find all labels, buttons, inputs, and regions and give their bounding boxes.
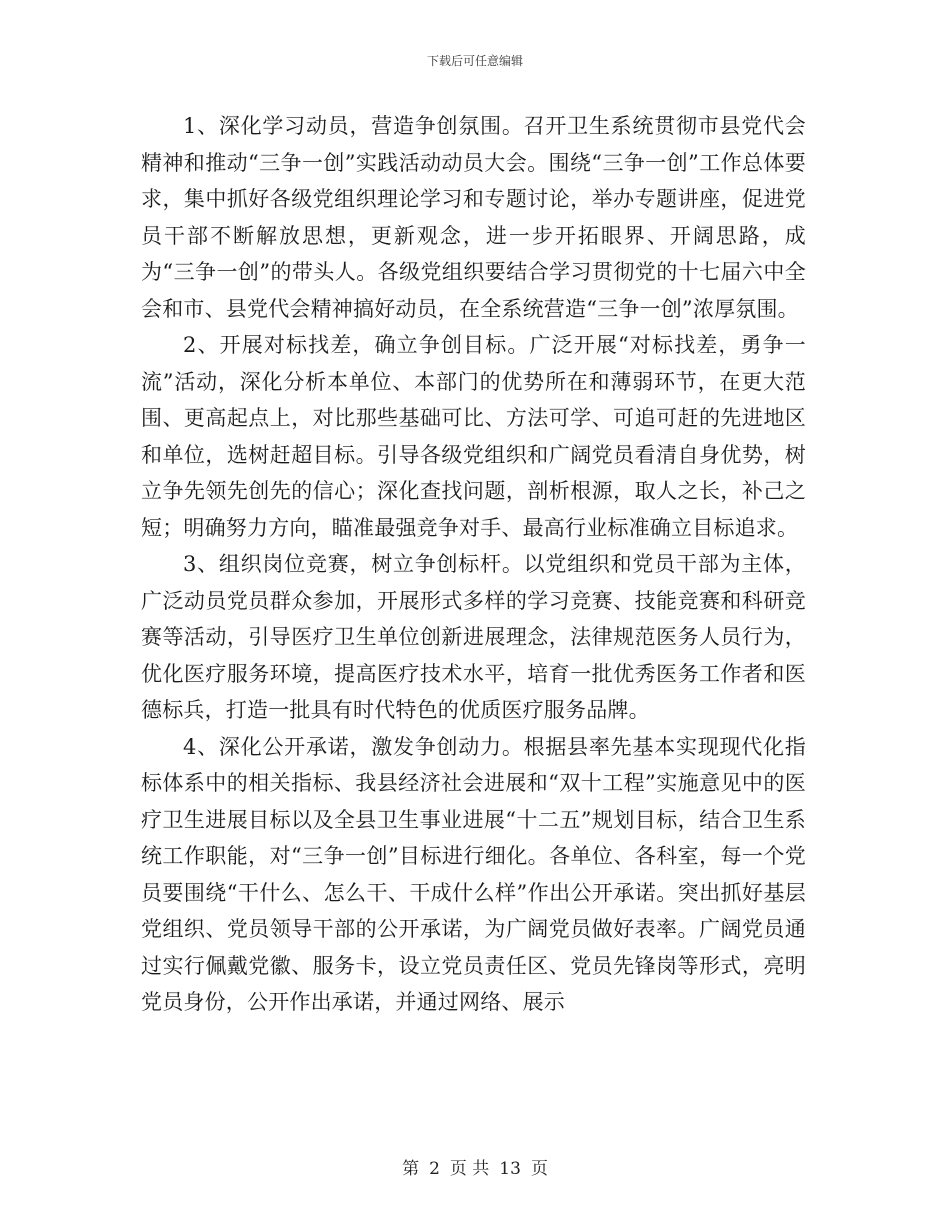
page-header-note: 下载后可任意编辑 (426, 54, 523, 68)
paragraph-1: 1、深化学习动员，营造争创氛围。召开卫生系统贯彻市县党代会精神和推动“三争一创”实践活动动员大会。围绕“三争一创”工作总体要求，集中抓好各级党组织理论学习和专题讨论，举办专题讲座，促进党员干部不断解放思想，更新观念，进一步开拓眼界、开阔思路，成为“三争一创”的带头人。各级党组织要结合学习贯彻党的十七届六中全会和市、县党代会精神搞好动员，在全系统营造“三争一创”浓厚氛围。 (141, 114, 806, 321)
document-body (141, 108, 806, 1021)
footer-suffix: 页 (530, 1159, 548, 1179)
paragraph-4: 4、深化公开承诺，激发争创动力。根据县率先基本实现现代化指标体系中的相关指标、我县经济社会进展和“双十工程”实施意见中的医疗卫生进展目标以及全县卫生事业进展“十二五”规划目标，结合卫生系统工作职能，对“三争一创”目标进行细化。各单位、各科室，每一个党员要围绕“干什么、怎么干、干成什么样”作出公开承诺。突出抓好基层党组织、党员领导干部的公开承诺，为广阔党员做好表率。广阔党员通过实行佩戴党徽、服务卡，设立党员责任区、党员先锋岗等形式，亮明党员身份，公开作出承诺，并通过网络、展示 (141, 734, 806, 1014)
page-footer (0, 1154, 950, 1179)
paragraph-2: 2、开展对标找差，确立争创目标。广泛开展“对标找差，勇争一流”活动，深化分析本单位、本部门的优势所在和薄弱环节，在更大范围、更高起点上，对比那些基础可比、方法可学、可追可赶的先进地区和单位，选树赶超目标。引导各级党组织和广阔党员看清自身优势，树立争先领先创先的信心；深化查找问题，剖析根源，取人之长，补己之短；明确努力方向，瞄准最强竞争对手、最高行业标准确立目标追求。 (141, 333, 806, 540)
total-page-count: 13 (499, 1159, 521, 1179)
current-page-number: 2 (429, 1159, 440, 1179)
paragraph-3: 3、组织岗位竞赛，树立争创标杆。以党组织和党员干部为主体，广泛动员党员群众参加，开展形式多样的学习竞赛、技能竞赛和科研竞赛等活动，引导医疗卫生单位创新进展理念，法律规范医务人员行为，优化医疗服务环境，提高医疗技术水平，培育一批优秀医务工作者和医德标兵，打造一批具有时代特色的优质医疗服务品牌。 (141, 552, 806, 722)
footer-prefix: 第 (402, 1159, 420, 1179)
footer-middle: 页 共 (449, 1159, 490, 1179)
